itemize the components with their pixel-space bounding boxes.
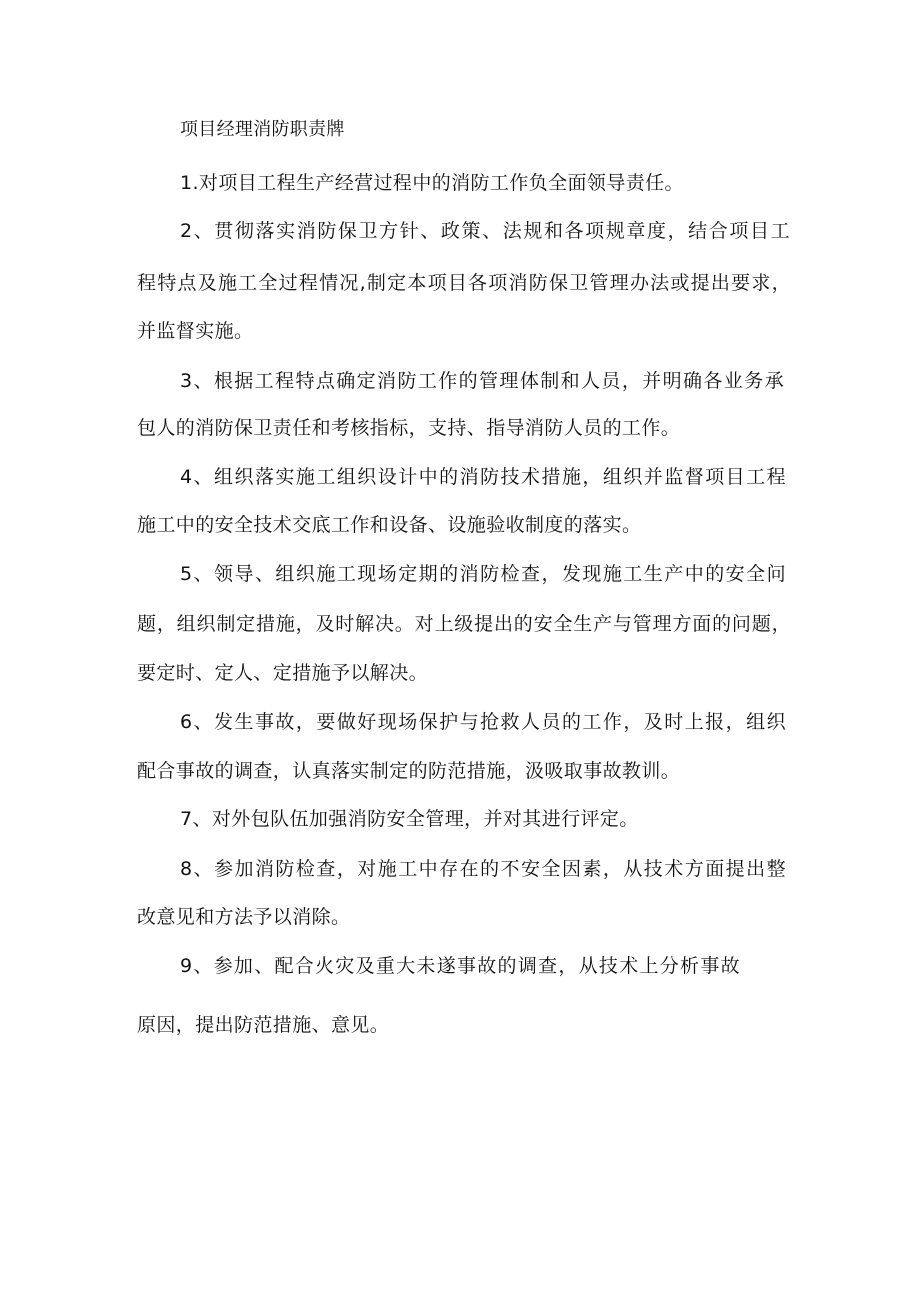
- paragraph-9-line-1: 9、参加、配合火灾及重大未遂事故的调查，从技术上分析事故: [180, 955, 740, 977]
- paragraph-7-line-1: 7、对外包队伍加强消防安全管理，并对其进行评定。: [180, 808, 639, 830]
- paragraph-8-line-1: 8、参加消防检查，对施工中存在的不安全因素，从技术方面提出整: [180, 858, 786, 880]
- paragraph-8-line-2: 改意见和方法予以消除。: [137, 906, 351, 928]
- paragraph-2-line-3: 并监督实施。: [137, 320, 254, 342]
- paragraph-6-line-2: 配合事故的调查，认真落实制定的防范措施，汲吸取事故教训。: [137, 760, 681, 782]
- paragraph-1-line-1: 1.对项目工程生产经营过程中的消防工作负全面领导责任。: [180, 172, 684, 194]
- paragraph-3-line-1: 3、根据工程特点确定消防工作的管理体制和人员，并明确各业务承: [180, 370, 784, 392]
- paragraph-3-line-2: 包人的消防保卫责任和考核指标，支持、指导消防人员的工作。: [137, 417, 681, 439]
- document-title: 项目经理消防职责牌: [180, 119, 345, 140]
- paragraph-5-line-1: 5、领导、组织施工现场定期的消防检查，发现施工生产中的安全问: [180, 563, 786, 585]
- paragraph-4-line-2: 施工中的安全技术交底工作和设备、设施验收制度的落实。: [137, 514, 642, 536]
- paragraph-9-line-2: 原因，提出防范措施、意见。: [137, 1014, 390, 1036]
- paragraph-5-line-2: 题，组织制定措施，及时解决。对上级提出的安全生产与管理方面的问题，: [137, 613, 791, 635]
- paragraph-6-line-1: 6、发生事故，要做好现场保护与抢救人员的工作，及时上报，组织: [180, 711, 786, 733]
- paragraph-4-line-1: 4、组织落实施工组织设计中的消防技术措施，组织并监督项目工程: [180, 466, 786, 488]
- paragraph-5-line-3: 要定时、定人、定措施予以解决。: [137, 662, 429, 684]
- paragraph-2-line-1: 2、贯彻落实消防保卫方针、政策、法规和各项规章度，结合项目工: [180, 220, 790, 242]
- paragraph-2-line-2: 程特点及施工全过程情况,制定本项目各项消防保卫管理办法或提出要求，: [137, 272, 791, 294]
